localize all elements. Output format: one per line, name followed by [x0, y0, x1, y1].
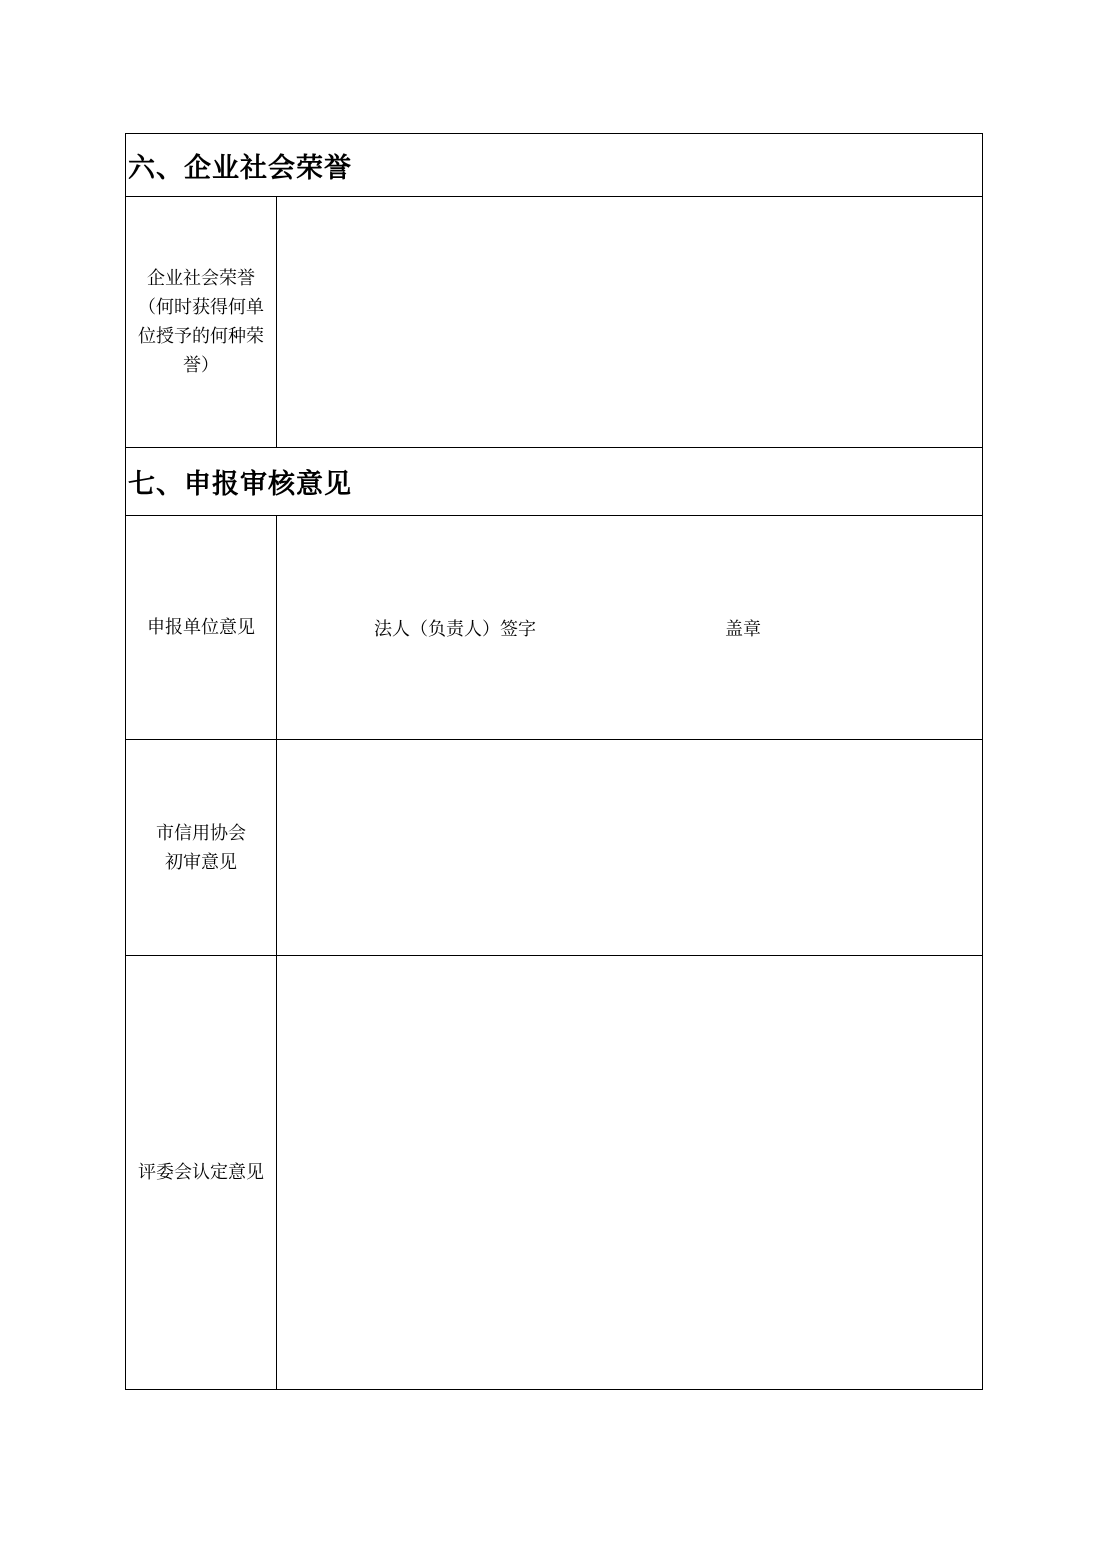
association-opinion-row — [126, 740, 983, 956]
association-label-line: 市信用协会 — [156, 822, 246, 844]
association-label-line: 初审意见 — [165, 851, 237, 873]
signature-area — [277, 516, 982, 739]
seal-label: 盖章 — [725, 618, 761, 640]
honor-row — [126, 197, 983, 448]
honor-value-cell[interactable] — [277, 197, 983, 448]
honor-label-line: （何时获得何单 — [138, 297, 264, 318]
section7-title: 七、申报审核意见 — [126, 448, 983, 516]
honor-label-line: 企业社会荣誉 — [147, 268, 255, 289]
honor-label-line: 位授予的何种荣 — [138, 326, 264, 347]
section6-header-row — [126, 134, 983, 197]
honor-label-line: 誉） — [183, 355, 219, 376]
section6-title: 六、企业社会荣誉 — [126, 134, 983, 197]
unit-opinion-label: 申报单位意见 — [126, 516, 277, 740]
association-opinion-label — [126, 740, 277, 956]
committee-opinion-row — [126, 956, 983, 1390]
application-form-table — [125, 133, 983, 1390]
legal-signature-label: 法人（负责人）签字 — [374, 618, 536, 640]
association-opinion-cell[interactable] — [277, 740, 983, 956]
unit-opinion-cell[interactable] — [277, 516, 983, 740]
committee-opinion-cell[interactable] — [277, 956, 983, 1390]
section7-header-row — [126, 448, 983, 516]
unit-opinion-row — [126, 516, 983, 740]
committee-opinion-label: 评委会认定意见 — [126, 956, 277, 1390]
honor-label — [126, 197, 277, 448]
